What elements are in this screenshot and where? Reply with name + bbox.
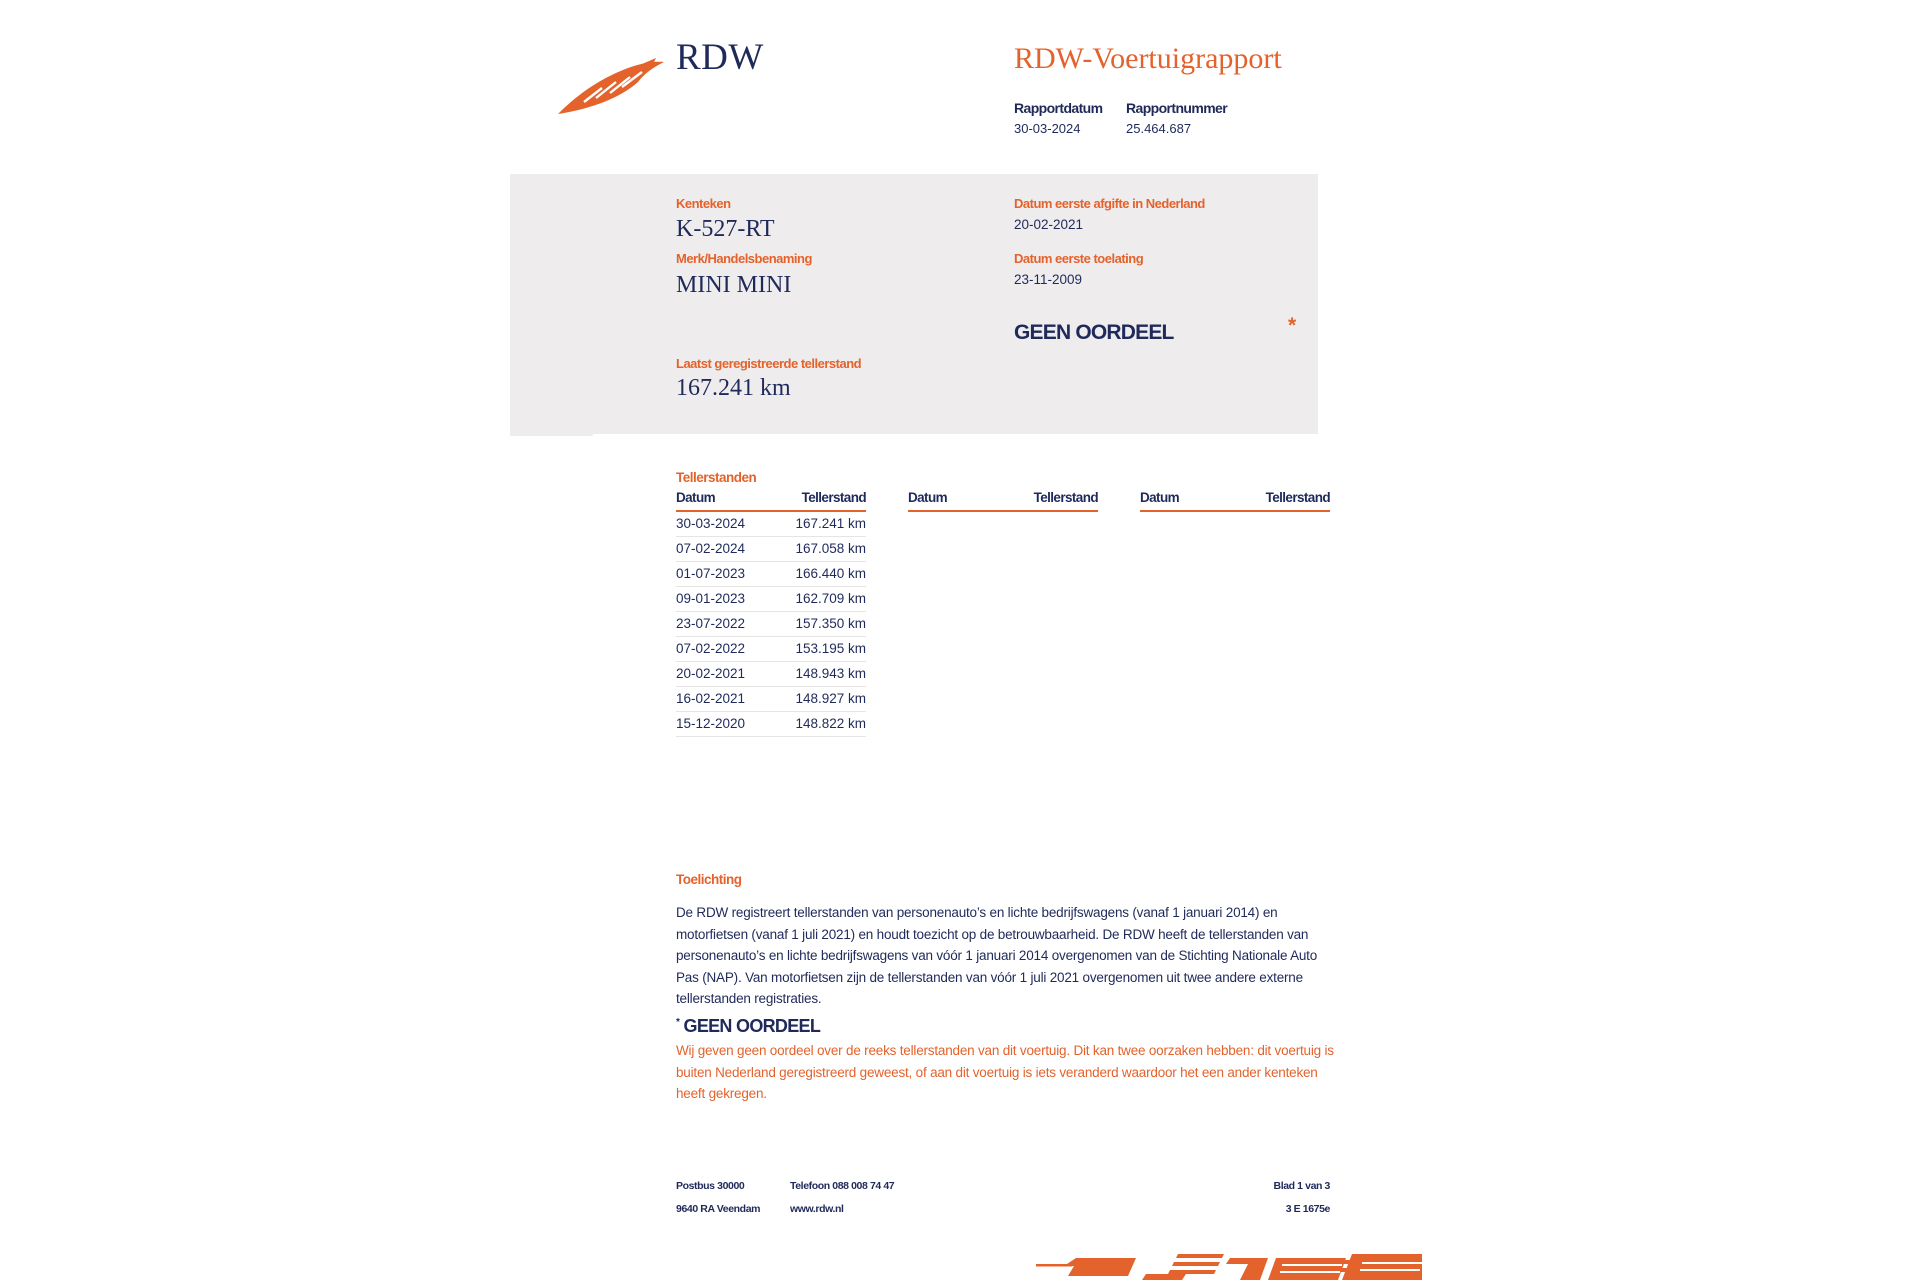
explanation-title: Toelichting	[676, 872, 742, 887]
row-date: 07-02-2024	[676, 541, 746, 556]
row-reading: 148.927 km	[795, 691, 866, 706]
table-row	[676, 612, 866, 637]
table-column-header	[676, 490, 866, 512]
brand-name: RDW	[676, 37, 764, 78]
table-row	[676, 562, 866, 587]
report-title: RDW-Voertuigrapport	[1014, 42, 1282, 75]
report-date-label: Rapportdatum	[1014, 100, 1103, 116]
verdict-asterisk: *	[1288, 314, 1297, 337]
row-date: 20-02-2021	[676, 666, 746, 681]
make-label: Merk/Handelsbenaming	[676, 251, 812, 266]
note-body: Wij geven geen oordeel over de reeks tellerstanden van dit voertuig. Dit kan twee oorzaken hebben: dit voertuig is buiten Nederland geregistreerd geweest, of aan dit voertuig is iets veranderd waardoor het een ander kenteken heeft gekregen.	[676, 1043, 1334, 1101]
date-column-header: Datum	[1140, 490, 1180, 505]
footer-pobox: Postbus 30000	[676, 1180, 745, 1192]
row-reading: 153.195 km	[795, 641, 866, 656]
explanation-body: De RDW registreert tellerstanden van personenauto’s en lichte bedrijfswagens (vanaf 1 januari 2014) en motorfietsen (vanaf 1 juli 2021) en houdt toezicht op de betrouwbaarheid. De RDW heeft de tellerstanden van personenauto’s en lichte bedrijfswagens van vóór 1 januari 2014 overgenomen van de Stichting Nationale Auto Pas (NAP). Van motorfietsen zijn de tellerstanden van vóór 1 juli 2021 overgenomen uit twee andere externe tellerstanden registraties.	[676, 905, 1318, 1006]
date-column-header: Datum	[676, 490, 716, 505]
first-nl-value: 20-02-2021	[1014, 217, 1084, 232]
reading-column-header: Tellerstand	[801, 490, 866, 505]
row-reading: 167.058 km	[795, 541, 866, 556]
footer-document-code: 3 E 1675e	[1285, 1203, 1330, 1215]
reading-column-header: Tellerstand	[1265, 490, 1330, 505]
summary-panel	[510, 174, 1318, 434]
report-number: 25.464.687	[1126, 121, 1192, 136]
row-date: 23-07-2022	[676, 616, 746, 631]
footer-website: www.rdw.nl	[790, 1203, 844, 1215]
row-date: 15-12-2020	[676, 716, 746, 731]
rdw-stripes-decoration	[1036, 1254, 1422, 1280]
footer-city: 9640 RA Veendam	[676, 1203, 761, 1215]
plate-label: Kenteken	[676, 196, 731, 211]
row-date: 30-03-2024	[676, 516, 746, 531]
row-date: 16-02-2021	[676, 691, 746, 706]
rdw-logo-feather-icon	[556, 58, 668, 116]
row-reading: 148.822 km	[795, 716, 866, 731]
note-heading	[676, 1016, 820, 1037]
odometer-rows	[676, 512, 866, 737]
date-column-header: Datum	[908, 490, 948, 505]
row-reading: 148.943 km	[795, 666, 866, 681]
row-date: 09-01-2023	[676, 591, 746, 606]
row-date: 07-02-2022	[676, 641, 746, 656]
first-admission-value: 23-11-2009	[1014, 272, 1083, 287]
row-reading: 166.440 km	[795, 566, 866, 581]
odometer-value: 167.241 km	[676, 375, 791, 401]
note-asterisk: *	[676, 1017, 680, 1028]
table-row	[676, 662, 866, 687]
table-row	[676, 687, 866, 712]
row-reading: 167.241 km	[795, 516, 866, 531]
reading-column-header: Tellerstand	[1033, 490, 1098, 505]
make-value: MINI MINI	[676, 272, 792, 298]
plate-value: K-527-RT	[676, 216, 775, 242]
first-nl-label: Datum eerste afgifte in Nederland	[1014, 196, 1205, 211]
panel-corner-notch	[510, 414, 620, 440]
row-reading: 157.350 km	[795, 616, 866, 631]
row-reading: 162.709 km	[795, 591, 866, 606]
table-row	[676, 512, 866, 537]
odometer-label: Laatst geregistreerde tellerstand	[676, 356, 862, 371]
verdict-text: GEEN OORDEEL	[1014, 321, 1174, 344]
report-date: 30-03-2024	[1014, 121, 1081, 136]
note-heading-text: GEEN OORDEEL	[683, 1016, 821, 1036]
row-date: 01-07-2023	[676, 566, 746, 581]
table-title: Tellerstanden	[676, 470, 757, 485]
table-row	[676, 637, 866, 662]
table-row	[676, 712, 866, 737]
table-row	[676, 537, 866, 562]
table-column-header	[1140, 490, 1330, 512]
report-number-label: Rapportnummer	[1126, 100, 1228, 116]
footer-page-number: Blad 1 van 3	[1273, 1180, 1330, 1192]
first-admission-label: Datum eerste toelating	[1014, 251, 1144, 266]
footer-phone: Telefoon 088 008 74 47	[790, 1180, 895, 1192]
table-row	[676, 587, 866, 612]
table-column-header	[908, 490, 1098, 512]
